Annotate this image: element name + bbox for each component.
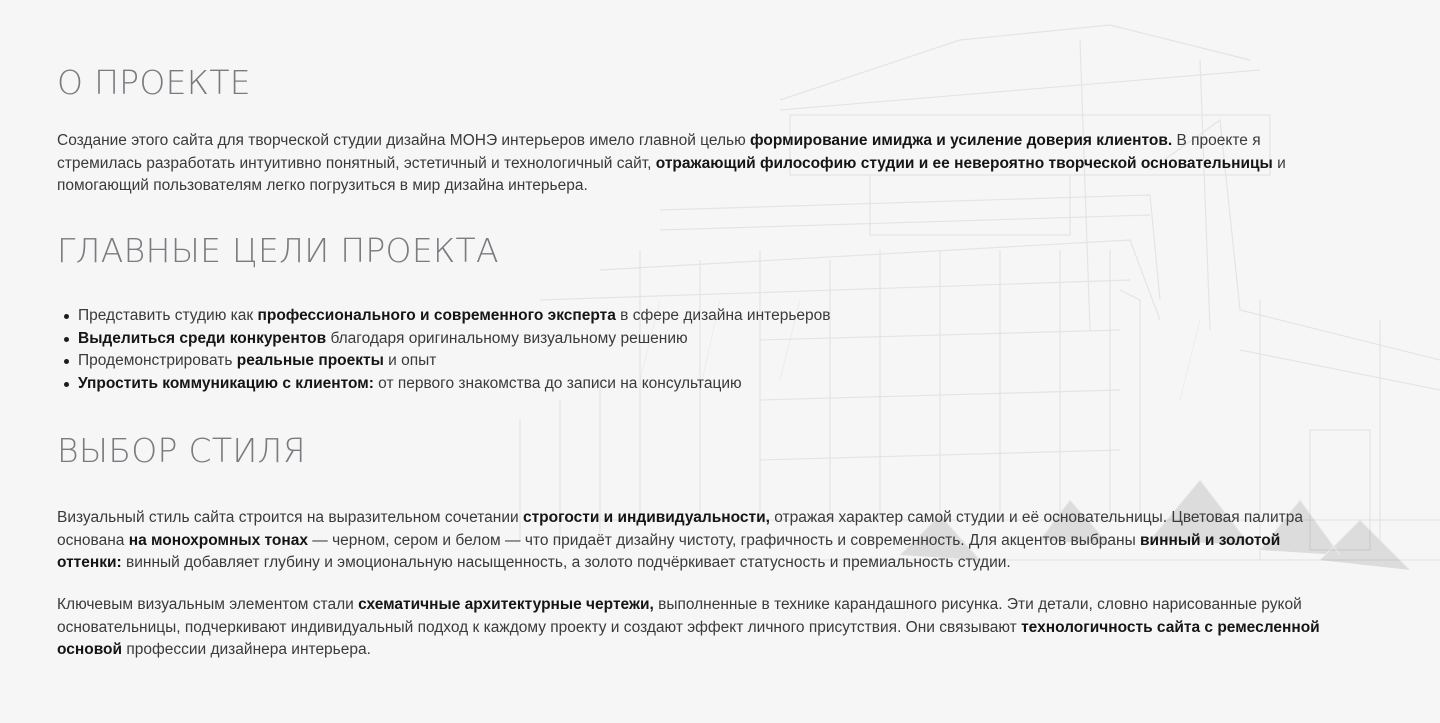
bold-text: технологичность сайта с ремесленной основой — [57, 618, 1320, 658]
text: и опыт — [383, 352, 437, 369]
text: В проекте я стремилась разработать интуитивно понятный, эстетичный и технологичный сайт, — [57, 132, 1261, 172]
bold-text: строгости и индивидуальности, — [522, 509, 770, 526]
text: Ключевым визуальным элементом стали — [57, 596, 359, 613]
style-paragraph-2 — [57, 594, 1327, 662]
section-title-about: О ПРОЕКТЕ — [57, 63, 251, 102]
list-item — [57, 350, 831, 373]
bold-text: Упростить коммуникацию с клиентом: — [78, 374, 374, 392]
text: Продемонстрировать — [78, 352, 237, 369]
text: — черном, сером и белом — что придаёт дизайну чистоту, графичность и современность. Для акцентов выбраны — [307, 531, 1141, 549]
bold-text: винный и золотой оттенки: — [57, 531, 1281, 571]
text: Представить студию как — [78, 307, 258, 324]
bold-text: Выделиться среди конкурентов — [78, 329, 327, 347]
text: Создание этого сайта для творческой студии дизайна МОНЭ интерьеров имело главной целью — [57, 132, 751, 149]
text: винный добавляет глубину и эмоциональную насыщенность, а золото подчёркивает статусность и премиальность студии. — [121, 554, 1011, 571]
text: профессии дизайнера интерьера. — [122, 641, 371, 658]
section-title-style: ВЫБОР СТИЛЯ — [57, 431, 306, 470]
bold-text: на монохромных тонах — [128, 531, 308, 549]
text: благодаря оригинальному визуальному решению — [326, 329, 688, 347]
section-title-goals: ГЛАВНЫЕ ЦЕЛИ ПРОЕКТА — [57, 231, 499, 270]
bold-text: реальные проекты — [236, 352, 384, 369]
bold-text: отражающий философию студии и ее невероятно творческой основательницы — [655, 154, 1273, 172]
style-paragraph-1 — [57, 507, 1327, 575]
list-item — [57, 373, 831, 396]
text: и помогающий пользователям легко погрузиться в мир дизайна интерьера. — [57, 154, 1286, 194]
text: Визуальный стиль сайта строится на выразительном сочетании — [57, 509, 523, 526]
list-item — [57, 305, 831, 328]
bold-text: формирование имиджа и усиление доверия клиентов. — [750, 132, 1173, 149]
text: выполненные в технике карандашного рисунка. Эти детали, словно нарисованные рукой основательницы, подчеркивают индивидуальный подход к каждому проекту и создают эффект личного присутствия. Они связывают — [57, 596, 1302, 636]
text: в сфере дизайна интерьеров — [615, 307, 831, 324]
bold-text: профессионального и современного эксперта — [257, 307, 616, 324]
goals-list — [57, 305, 831, 395]
about-paragraph — [57, 130, 1327, 198]
text: от первого знакомства до записи на консультацию — [373, 374, 742, 392]
list-item — [57, 328, 831, 351]
bold-text: схематичные архитектурные чертежи, — [358, 596, 654, 613]
text: отражая характер самой студии и её основательницы. Цветовая палитра основана — [57, 509, 1303, 549]
